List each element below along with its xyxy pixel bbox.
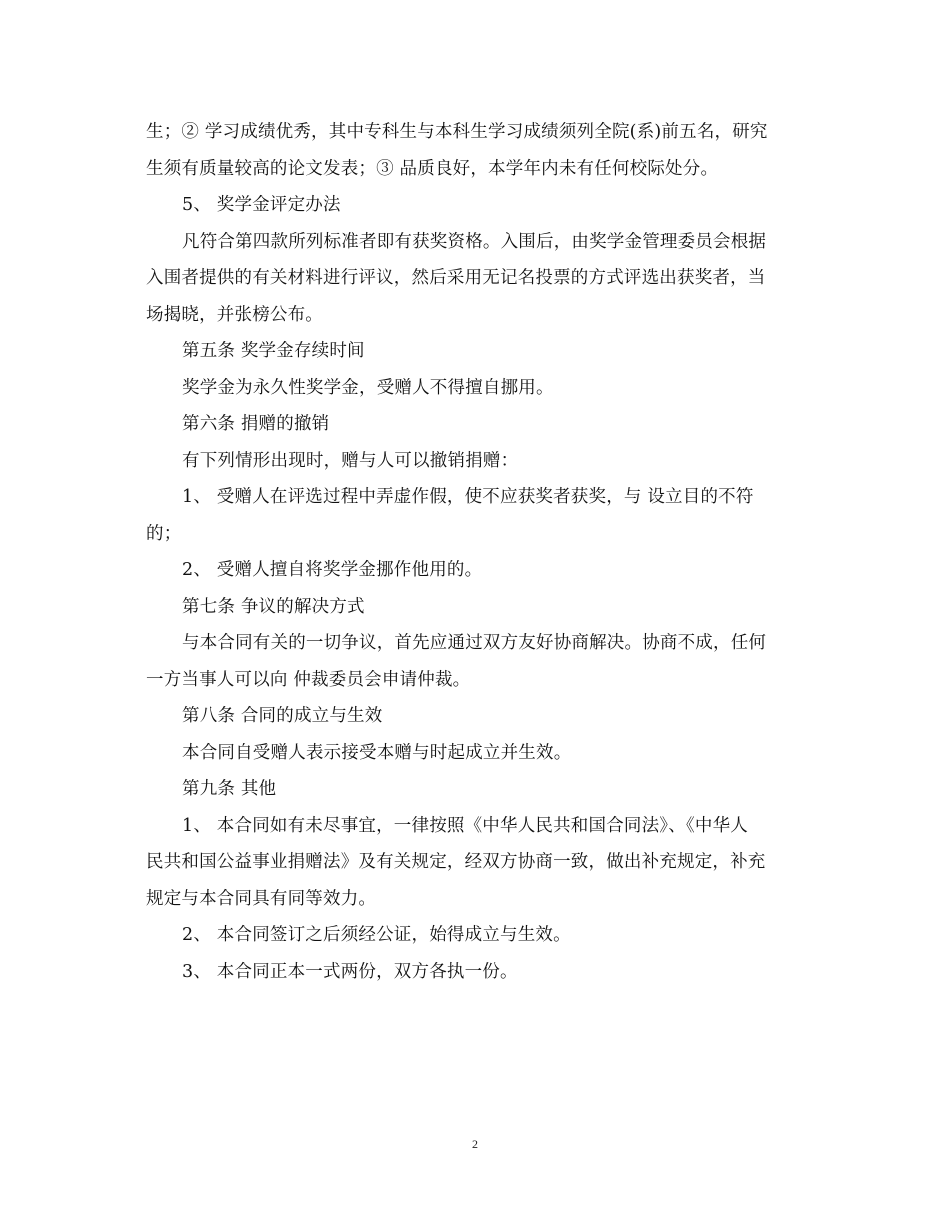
text-line-13: 2、 受赠人擅自将奖学金挪作他用的。: [182, 560, 483, 580]
article-heading-7: 第七条 争议的解决方式: [182, 596, 365, 617]
text-line-18: 本合同自受赠人表示接受本赠与时起成立并生效。: [182, 742, 572, 763]
section-heading-5: 5、 奖学金评定办法: [182, 195, 341, 215]
text-line-8: 奖学金为永久性奖学金，受赠人不得擅自挪用。: [182, 377, 554, 398]
text-line-10: 有下列情形出现时，赠与人可以撤销捐赠：: [182, 450, 519, 471]
text-line-4: 凡符合第四款所列标准者即有获奖资格。入围后，由奖学金管理委员会根据: [182, 231, 767, 252]
article-heading-8: 第八条 合同的成立与生效: [182, 706, 383, 726]
article-heading-5: 第五条 奖学金存续时间: [182, 341, 365, 361]
text-line-15: 与本合同有关的一切争议，首先应通过双方友好协商解决。协商不成，任何: [182, 633, 767, 653]
text-line-11: 1、 受赠人在评选过程中弄虚作假，使不应获奖者获奖，与 设立目的不符: [182, 487, 754, 507]
text-line-23: 2、 本合同签订之后须经公证，始得成立与生效。: [182, 925, 571, 945]
text-line-1: 生；② 学习成绩优秀，其中专科生与本科生学习成绩须列全院(系)前五名，研究: [146, 122, 768, 142]
text-line-6: 场揭晓，并张榜公布。: [146, 304, 323, 325]
article-heading-6: 第六条 捐赠的撤销: [182, 414, 330, 434]
page-number: 2: [472, 1137, 478, 1151]
text-line-24: 3、 本合同正本一式两份，双方各执一份。: [182, 961, 518, 982]
document-body: [146, 114, 806, 990]
text-line-16: 一方当事人可以向 仲裁委员会申请仲裁。: [146, 669, 471, 690]
article-heading-9: 第九条 其他: [182, 779, 277, 799]
text-line-21: 民共和国公益事业捐赠法》及有关规定，经双方协商一致，做出补充规定，补充: [146, 852, 766, 872]
text-line-22: 规定与本合同具有同等效力。: [146, 888, 377, 909]
text-line-5: 入围者提供的有关材料进行评议，然后采用无记名投票的方式评选出获奖者，当: [146, 268, 766, 288]
text-line-12: 的；: [146, 523, 182, 544]
text-line-2: 生须有质量较高的论文发表；③ 品质良好，本学年内未有任何校际处分。: [146, 158, 719, 179]
text-line-20: 1、 本合同如有未尽事宜，一律按照《中华人民共和国合同法》、《中华人: [182, 815, 748, 836]
